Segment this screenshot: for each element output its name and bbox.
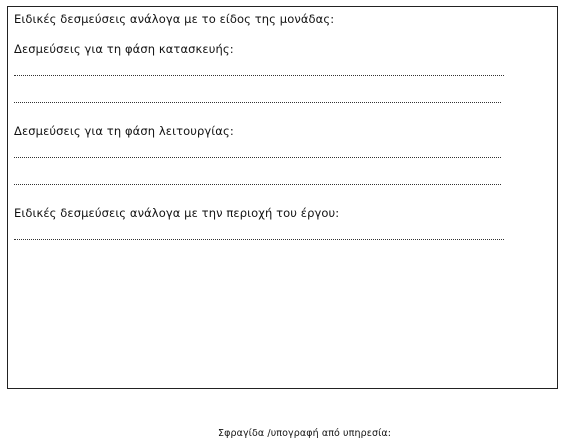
operation-entry-line-1[interactable] bbox=[14, 157, 501, 158]
operation-entry-line-2[interactable] bbox=[14, 184, 501, 185]
construction-entry-line-2[interactable] bbox=[14, 102, 501, 103]
stamp-signature-label: Σφραγίδα /υπογραφή από υπηρεσία: bbox=[218, 428, 392, 439]
construction-entry-line-1[interactable] bbox=[14, 75, 504, 76]
section-operation-label: Δεσμεύσεις για τη φάση λειτουργίας: bbox=[14, 124, 234, 138]
section-area-label: Ειδικές δεσμεύσεις ανάλογα με την περιοχή του έργου: bbox=[14, 206, 340, 220]
section-construction-label: Δεσμεύσεις για τη φάση κατασκευής: bbox=[14, 42, 234, 56]
commitments-form-box bbox=[7, 6, 558, 389]
form-heading: Ειδικές δεσμεύσεις ανάλογα με το είδος της μονάδας: bbox=[14, 12, 335, 26]
area-entry-line-1[interactable] bbox=[14, 239, 504, 240]
